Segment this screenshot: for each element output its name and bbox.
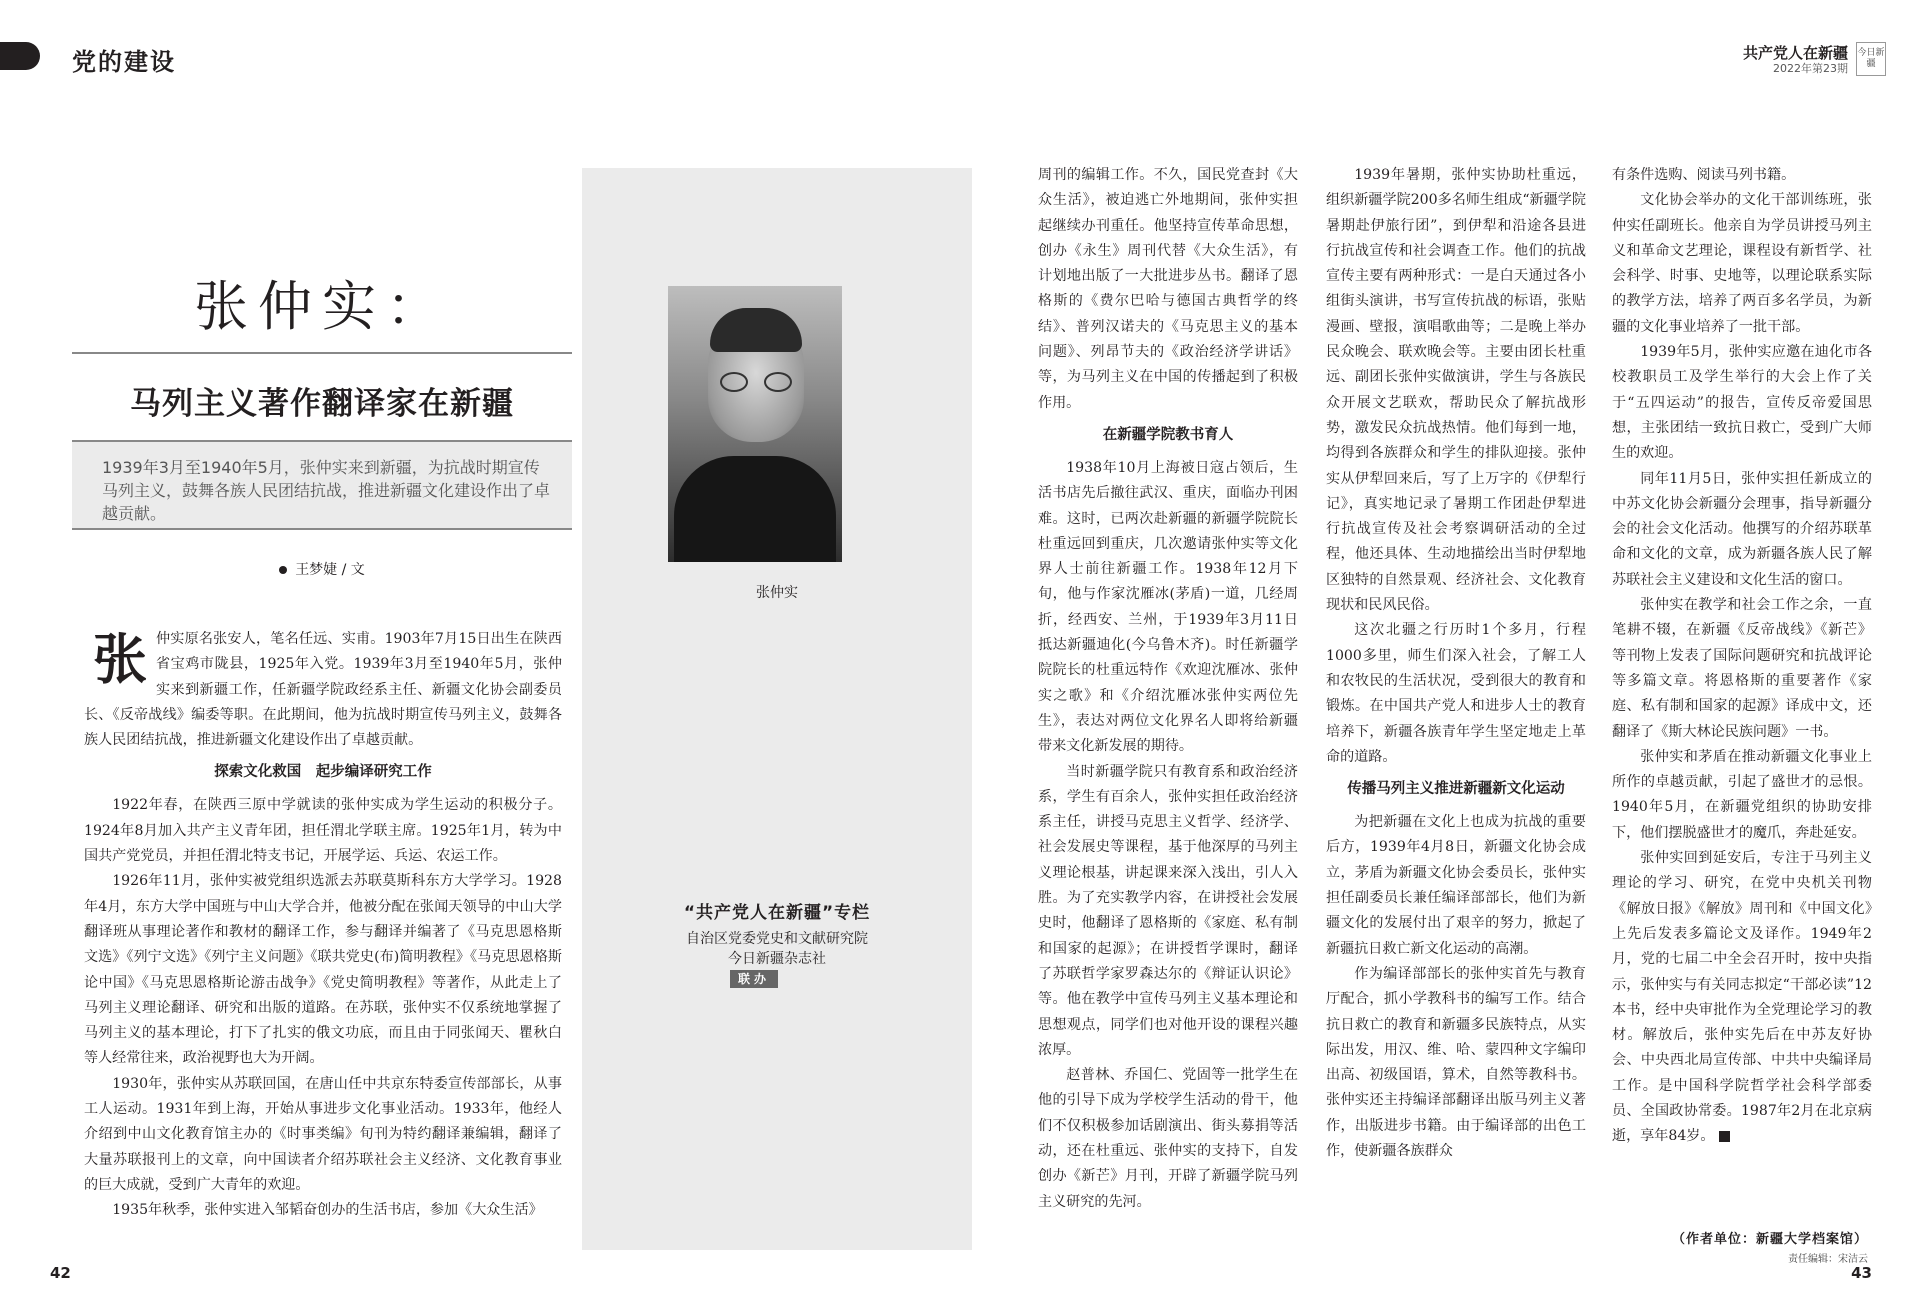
paragraph-final-text: 张仲实回到延安后，专注于马列主义理论的学习、研究，在党中央机关刊物《解放日报》《解放》周刊和《中国文化》上先后发表多篇论文及译作。1949年2月，党的七届二中全会召开时，按中央指示，张仲实与有关同志拟定“干部必读”12本书，经中央审批作为全党理论学习的教材。解放后，张仲实先后在中苏友好协会、中央西北局宣传部、中共中央编译局工作。是中国科学院哲学社会科学部委员、全国政协常委。1987年2月在北京病逝，享年84岁。: [1612, 850, 1872, 1145]
article-subtitle: 马列主义著作翻译家在新疆: [130, 386, 514, 422]
paragraph: 当时新疆学院只有教育系和政治经济系，学生有百余人，张仲实担任政治经济系主任，讲授马克思主义哲学、经济学、社会发展史等课程，基于他深厚的马列主义理论根基，讲起课来深入浅出，引人入胜。为了充实教学内容，在讲授社会发展史时，他翻译了恩格斯的《家庭、私有制和国家的起源》；在讲授哲学课时，翻译了苏联哲学家罗森达尔的《辩证认识论》等。他在教学中宣传马列主义基本理论和思想观点，同学们也对他开设的课程兴趣浓厚。: [1038, 763, 1298, 1058]
paragraph: 有条件选购、阅读马列书籍。: [1612, 167, 1796, 183]
photo-caption: 张仲实: [756, 585, 798, 601]
section-tab-marker: [0, 42, 40, 70]
paragraph: 1926年11月，张仲实被党组织选派去苏联莫斯科东方大学学习。1928年4月，东方大学中国班与中山大学合并，他被分配在张闻天领导的中山大学翻译班从事理论著作和教材的翻译工作，参与翻译并编著了《马克思恩格斯文选》《列宁文选》《列宁主义问题》《联共党史(布)简明教程》《马克思恩格斯论中国》《马克思恩格斯论游击战争》《党史简明教程》等著作，从此走上了马列主义理论翻译、研究和出版的道路。在苏联，张仲实不仅系统地掌握了马列主义的基本理论，打下了扎实的俄文功底，而且由于同张闻天、瞿秋白等人经常往来，政治视野也大为开阔。: [84, 873, 562, 1067]
paragraph: 1922年春，在陕西三原中学就读的张仲实成为学生运动的积极分子。1924年8月加入共产主义青年团，担任渭北学联主席。1925年1月，转为中国共产党党员，并担任渭北特支书记，开展学运、兵运、农运工作。: [84, 797, 562, 865]
paragraph: 1930年，张仲实从苏联回国，在唐山任中共京东特委宣传部部长，从事工人运动。1931年到上海，开始从事进步文化事业活动。1933年，他经人介绍到中山文化教育馆主办的《时事类编》旬刊为特约翻译兼编辑，翻译了大量苏联报刊上的文章，向中国读者介绍苏联社会主义经济、文化教育事业的巨大成就，受到广大青年的欢迎。: [84, 1075, 562, 1193]
paragraph: 1938年10月上海被日寇占领后，生活书店先后撤往武汉、重庆，面临办刊困难。这时，已两次赴新疆的新疆学院院长杜重远回到重庆，几次邀请张仲实等文化界人士前往新疆工作。1938年12月下旬，他与作家沈雁冰(茅盾)一道，几经周折，经西安、兰州，于1939年3月11日抵达新疆迪化(今乌鲁木齐)。时任新疆学院院长的杜重远特作《欢迎沈雁冰、张仲实之歌》和《介绍沈雁冰张仲实两位先生》，表达对两位文化界名人即将给新疆带来文化新发展的期待。: [1038, 459, 1298, 755]
paragraph-intro: 仲实原名张安人，笔名任远、实甫。1903年7月15日出生在陕西省宝鸡市陇县，1925年入党。1939年3月至1940年5月，张仲实来到新疆工作，任新疆学院政经系主任、新疆文化协会副委员长、《反帝战线》编委等职。在此期间，他为抗战时期宣传马列主义，鼓舞各族人民团结抗战，推进新疆文化建设作出了卓越贡献。: [84, 631, 562, 749]
page-number-right: 43: [1851, 1264, 1872, 1282]
paragraph: 1939年暑期，张仲实协助杜重远，组织新疆学院200多名师生组成“新疆学院暑期赴伊旅行团”，到伊犁和沿途各县进行抗战宣传和社会调查工作。他们的抗战宣传主要有两种形式：一是白天通过各小组街头演讲，书写宣传抗战的标语，张贴漫画、壁报，演唱歌曲等；二是晚上举办民众晚会、联欢晚会等。主要由团长杜重远、副团长张仲实做演讲，学生与各族民众开展文艺联欢，帮助民众了解抗战形势，激发民众抗战热情。他们每到一地，均得到各族群众和学生的排队迎接。张仲实从伊犁回来后，写了上万字的《伊犁行记》，真实地记录了暑期工作团赴伊犁进行抗战宣传及社会考察调研活动的全过程，他还具体、生动地描绘出当时伊犁地区独特的自然景观、经济社会、文化教育现状和民风民俗。: [1326, 167, 1586, 614]
paragraph: 张仲实在教学和社会工作之余，一直笔耕不辍，在新疆《反帝战线》《新芒》等刊物上发表了国际问题研究和抗战评论等多篇文章。将恩格斯的重要著作《家庭、私有制和国家的起源》译成中文，还翻译了《斯大林论民族问题》一书。: [1612, 597, 1872, 740]
paragraph: 同年11月5日，张仲实担任新成立的中苏文化协会新疆分会理事，指导新疆分会的社会文化活动。他撰写的介绍苏联革命和文化的文章，成为新疆各族人民了解苏联社会主义建设和文化生活的窗口。: [1612, 470, 1872, 588]
section-heading-1: 探索文化救国 起步编译研究工作: [214, 764, 432, 781]
paragraph-final: [1612, 846, 1872, 1150]
paragraph: 作为编译部部长的张仲实首先与教育厅配合，抓小学教科书的编写工作。结合抗日救亡的教育和新疆多民族特点，从实际出发，用汉、维、哈、蒙四种文字编印出高、初级国语，算术，自然等教科书。张仲实还主持编译部翻译出版马列主义著作，出版进步书籍。由于编译部的出色工作，使新疆各族群众: [1326, 965, 1586, 1159]
author-affiliation: （作者单位：新疆大学档案馆）: [1671, 1232, 1868, 1247]
paragraph: 1935年秋季，张仲实进入邹韬奋创办的生活书店，参加《大众生活》: [112, 1202, 543, 1219]
text-column-4: [1612, 163, 1872, 1150]
paragraph: 这次北疆之行历时1个多月，行程1000多里，师生们深入社会，了解工人和农牧民的生活状况，受到很大的教育和锻炼。在中国共产党人和进步人士的教育培养下，新疆各族青年学生坚定地走上革命的道路。: [1326, 622, 1586, 765]
magazine-logo: 今日新疆: [1856, 42, 1886, 76]
paragraph: 赵普林、乔国仁、党固等一批学生在他的引导下成为学校学生活动的骨干，他们不仅积极参加话剧演出、街头募捐等活动，还在杜重远、张仲实的支持下，自发创办《新芒》月刊，开辟了新疆学院马列主义研究的先河。: [1038, 1067, 1298, 1210]
drop-cap: 张: [93, 628, 147, 691]
page-number-left: 42: [50, 1264, 71, 1282]
byline: [72, 559, 572, 579]
sidebar-panel: [582, 168, 972, 1250]
text-column-3: [1326, 163, 1586, 1164]
magazine-column-name: 共产党人在新疆: [1742, 44, 1848, 62]
section-name: 党的建设: [72, 47, 176, 76]
editor-credit: 责任编辑：宋洁云: [1788, 1254, 1868, 1265]
section-heading-2: 在新疆学院教书育人: [1102, 426, 1234, 443]
magazine-issue: 2022年第23期: [1773, 62, 1848, 75]
article-title: 张仲实：: [194, 275, 450, 338]
organizer: 今日新疆杂志社: [728, 951, 826, 967]
paragraph: 张仲实和茅盾在推动新疆文化事业上所作的卓越贡献，引起了盛世才的忌恨。1940年5月，在新疆党组织的协助安排下，他们摆脱盛世才的魔爪，奔赴延安。: [1612, 748, 1872, 841]
article-lead: 1939年3月至1940年5月，张仲实来到新疆，为抗战时期宣传马列主义，鼓舞各族人民团结抗战，推进新疆文化建设作出了卓越贡献。: [72, 440, 572, 530]
paragraph: 文化协会举办的文化干部训练班，张仲实任副班长。他亲自为学员讲授马列主义和革命文艺理论，课程设有新哲学、社会科学、时事、史地等，以理论联系实际的教学方法，培养了两百多名学员，为新疆的文化事业培养了一批干部。: [1612, 192, 1872, 335]
byline-text: 王梦婕 / 文: [295, 562, 365, 578]
end-mark-icon: [1719, 1131, 1730, 1142]
section-heading-3: 传播马列主义推进新疆新文化运动: [1347, 781, 1565, 798]
text-column-1: [84, 627, 562, 1224]
joint-badge: 联办: [730, 970, 778, 988]
paragraph: 周刊的编辑工作。不久，国民党查封《大众生活》，被迫逃亡外地期间，张仲实担起继续办刊重任。他坚持宣传革命思想，创办《永生》周刊代替《大众生活》，有计划地出版了一大批进步丛书。翻译了恩格斯的《费尔巴哈与德国古典哲学的终结》、普列汉诺夫的《马克思主义的基本问题》、列昂节夫的《政治经济学讲话》等，为马列主义在中国的传播起到了积极作用。: [1038, 167, 1298, 411]
organizer: 自治区党委党史和文献研究院: [686, 931, 868, 947]
bullet-icon: [279, 566, 287, 574]
paragraph: 为把新疆在文化上也成为抗战的重要后方，1939年4月8日，新疆文化协会成立，茅盾为新疆文化协会委员长，张仲实担任副委员长兼任编译部部长，他们为新疆文化的发展付出了艰辛的努力，掀起了新疆抗日救亡新文化运动的高潮。: [1326, 814, 1586, 957]
portrait-photo: [668, 286, 842, 562]
text-column-2: [1038, 163, 1298, 1215]
paragraph: 1939年5月，张仲实应邀在迪化市各校教职员工及学生举行的大会上作了关于“五四运动”的报告，宣传反帝爱国思想，主张团结一致抗日救亡，受到广大师生的欢迎。: [1612, 344, 1872, 462]
column-title: “共产党人在新疆”专栏: [683, 903, 871, 923]
title-divider: [72, 352, 572, 354]
